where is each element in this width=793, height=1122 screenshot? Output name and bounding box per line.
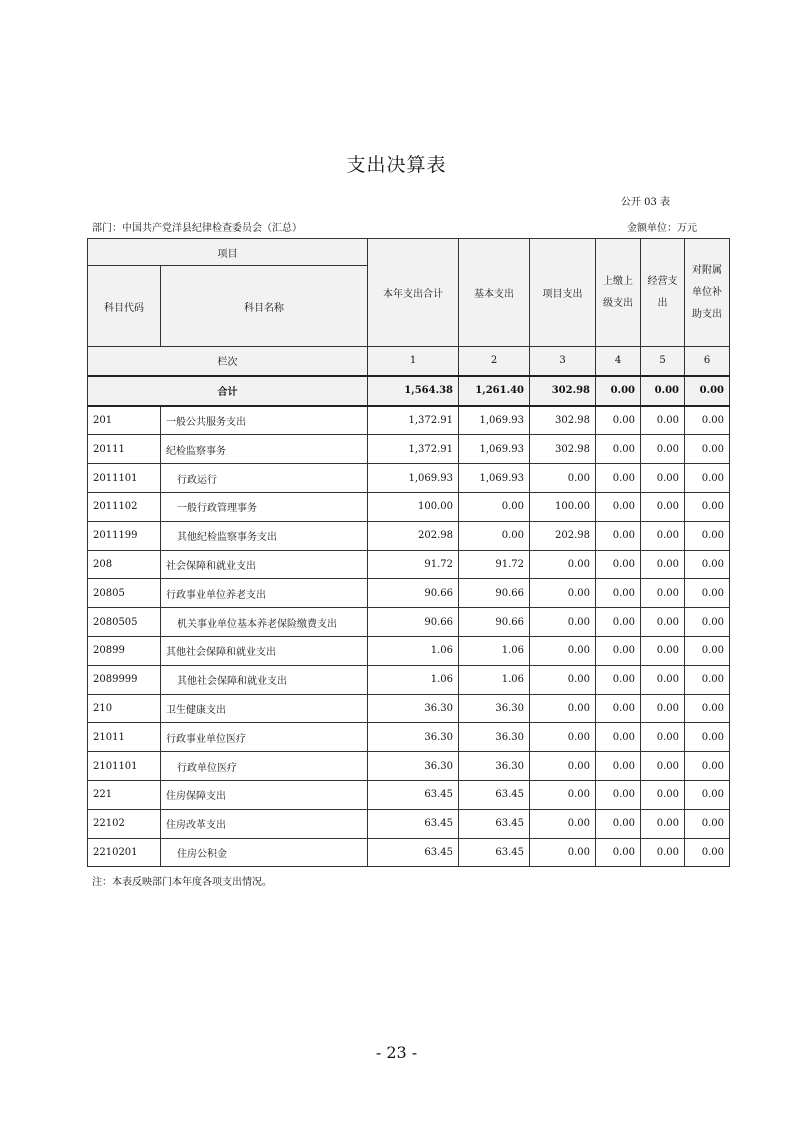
value-col-3: 0.00 bbox=[530, 636, 596, 665]
expenditure-table bbox=[87, 238, 730, 867]
table-row bbox=[88, 579, 730, 608]
value-col-2: 1.06 bbox=[459, 665, 530, 694]
value-col-1: 1.06 bbox=[368, 665, 459, 694]
value-col-1: 36.30 bbox=[368, 694, 459, 723]
value-col-3: 302.98 bbox=[530, 435, 596, 464]
value-col-5: 0.00 bbox=[641, 579, 685, 608]
subject-name: 卫生健康支出 bbox=[161, 694, 368, 723]
value-col-5: 0.00 bbox=[641, 550, 685, 579]
value-col-4: 0.00 bbox=[596, 636, 641, 665]
value-col-1: 100.00 bbox=[368, 492, 459, 521]
table-row bbox=[88, 492, 730, 521]
subject-code: 2011102 bbox=[88, 492, 161, 521]
value-col-6: 0.00 bbox=[685, 608, 730, 637]
header-project-expenditure: 项目支出 bbox=[530, 239, 596, 347]
value-col-1: 1,069.93 bbox=[368, 464, 459, 493]
value-col-4: 0.00 bbox=[596, 665, 641, 694]
column-number-3: 3 bbox=[530, 347, 596, 376]
subject-code: 208 bbox=[88, 550, 161, 579]
value-col-6: 0.00 bbox=[685, 636, 730, 665]
value-col-4: 0.00 bbox=[596, 435, 641, 464]
value-col-1: 91.72 bbox=[368, 550, 459, 579]
table-row bbox=[88, 521, 730, 550]
value-col-3: 302.98 bbox=[530, 406, 596, 435]
subject-name: 住房公积金 bbox=[161, 838, 368, 867]
value-col-4: 0.00 bbox=[596, 608, 641, 637]
value-col-6: 0.00 bbox=[685, 780, 730, 809]
subject-name: 行政事业单位养老支出 bbox=[161, 579, 368, 608]
subject-name: 一般行政管理事务 bbox=[161, 492, 368, 521]
total-label: 合计 bbox=[88, 376, 368, 406]
value-col-4: 0.00 bbox=[596, 492, 641, 521]
value-col-4: 0.00 bbox=[596, 550, 641, 579]
value-col-6: 0.00 bbox=[685, 435, 730, 464]
amount-unit-label: 金额单位：万元 bbox=[627, 223, 697, 234]
table-row bbox=[88, 780, 730, 809]
subject-name: 其他纪检监察事务支出 bbox=[161, 521, 368, 550]
column-number-6: 6 bbox=[685, 347, 730, 376]
header-business-expenditure: 经营支出 bbox=[641, 239, 685, 347]
total-value-4: 0.00 bbox=[596, 376, 641, 406]
subject-code: 2101101 bbox=[88, 752, 161, 781]
total-row bbox=[88, 376, 730, 406]
total-value-3: 302.98 bbox=[530, 376, 596, 406]
value-col-5: 0.00 bbox=[641, 636, 685, 665]
value-col-6: 0.00 bbox=[685, 550, 730, 579]
value-col-3: 0.00 bbox=[530, 723, 596, 752]
value-col-5: 0.00 bbox=[641, 464, 685, 493]
header-subsidiary-subsidy: 对附属单位补助支出 bbox=[685, 239, 730, 347]
value-col-5: 0.00 bbox=[641, 406, 685, 435]
value-col-1: 36.30 bbox=[368, 752, 459, 781]
subject-name: 住房保障支出 bbox=[161, 780, 368, 809]
value-col-6: 0.00 bbox=[685, 838, 730, 867]
value-col-4: 0.00 bbox=[596, 406, 641, 435]
value-col-5: 0.00 bbox=[641, 492, 685, 521]
header-row-1 bbox=[88, 239, 730, 266]
value-col-5: 0.00 bbox=[641, 665, 685, 694]
value-col-2: 1,069.93 bbox=[459, 464, 530, 493]
header-basic-expenditure: 基本支出 bbox=[459, 239, 530, 347]
value-col-5: 0.00 bbox=[641, 608, 685, 637]
subject-name: 社会保障和就业支出 bbox=[161, 550, 368, 579]
value-col-2: 90.66 bbox=[459, 579, 530, 608]
value-col-3: 0.00 bbox=[530, 694, 596, 723]
value-col-6: 0.00 bbox=[685, 579, 730, 608]
value-col-6: 0.00 bbox=[685, 464, 730, 493]
value-col-2: 0.00 bbox=[459, 492, 530, 521]
value-col-6: 0.00 bbox=[685, 723, 730, 752]
value-col-6: 0.00 bbox=[685, 406, 730, 435]
value-col-5: 0.00 bbox=[641, 752, 685, 781]
column-number-1: 1 bbox=[368, 347, 459, 376]
value-col-4: 0.00 bbox=[596, 780, 641, 809]
total-value-2: 1,261.40 bbox=[459, 376, 530, 406]
table-row bbox=[88, 435, 730, 464]
value-col-5: 0.00 bbox=[641, 435, 685, 464]
subject-name: 行政运行 bbox=[161, 464, 368, 493]
value-col-4: 0.00 bbox=[596, 521, 641, 550]
value-col-1: 90.66 bbox=[368, 579, 459, 608]
table-row bbox=[88, 723, 730, 752]
subject-code: 20111 bbox=[88, 435, 161, 464]
value-col-2: 1.06 bbox=[459, 636, 530, 665]
value-col-3: 0.00 bbox=[530, 752, 596, 781]
value-col-2: 91.72 bbox=[459, 550, 530, 579]
subject-code: 2089999 bbox=[88, 665, 161, 694]
subject-name: 其他社会保障和就业支出 bbox=[161, 636, 368, 665]
table-row bbox=[88, 406, 730, 435]
value-col-4: 0.00 bbox=[596, 723, 641, 752]
column-number-5: 5 bbox=[641, 347, 685, 376]
value-col-5: 0.00 bbox=[641, 809, 685, 838]
header-project: 项目 bbox=[88, 239, 368, 266]
value-col-6: 0.00 bbox=[685, 694, 730, 723]
value-col-4: 0.00 bbox=[596, 694, 641, 723]
value-col-1: 1,372.91 bbox=[368, 435, 459, 464]
value-col-5: 0.00 bbox=[641, 521, 685, 550]
total-value-5: 0.00 bbox=[641, 376, 685, 406]
value-col-2: 1,069.93 bbox=[459, 435, 530, 464]
value-col-3: 0.00 bbox=[530, 780, 596, 809]
value-col-3: 0.00 bbox=[530, 838, 596, 867]
header-total-expenditure: 本年支出合计 bbox=[368, 239, 459, 347]
header-subject-name: 科目名称 bbox=[161, 266, 368, 347]
table-row bbox=[88, 636, 730, 665]
subject-code: 221 bbox=[88, 780, 161, 809]
value-col-1: 1.06 bbox=[368, 636, 459, 665]
subject-code: 2011199 bbox=[88, 521, 161, 550]
value-col-3: 0.00 bbox=[530, 579, 596, 608]
total-value-6: 0.00 bbox=[685, 376, 730, 406]
subject-code: 20899 bbox=[88, 636, 161, 665]
table-row bbox=[88, 608, 730, 637]
subject-name: 纪检监察事务 bbox=[161, 435, 368, 464]
value-col-4: 0.00 bbox=[596, 809, 641, 838]
subject-code: 210 bbox=[88, 694, 161, 723]
subject-code: 201 bbox=[88, 406, 161, 435]
header-remit-upper: 上缴上级支出 bbox=[596, 239, 641, 347]
value-col-2: 36.30 bbox=[459, 752, 530, 781]
table-row bbox=[88, 694, 730, 723]
column-number-row bbox=[88, 347, 730, 376]
value-col-1: 63.45 bbox=[368, 809, 459, 838]
page-number: - 23 - bbox=[375, 1043, 418, 1062]
value-col-5: 0.00 bbox=[641, 780, 685, 809]
subject-code: 21011 bbox=[88, 723, 161, 752]
value-col-6: 0.00 bbox=[685, 752, 730, 781]
value-col-3: 0.00 bbox=[530, 550, 596, 579]
table-note: 注：本表反映部门本年度各项支出情况。 bbox=[92, 877, 272, 888]
value-col-4: 0.00 bbox=[596, 464, 641, 493]
value-col-6: 0.00 bbox=[685, 665, 730, 694]
value-col-2: 63.45 bbox=[459, 838, 530, 867]
subject-code: 2210201 bbox=[88, 838, 161, 867]
value-col-3: 0.00 bbox=[530, 464, 596, 493]
value-col-1: 63.45 bbox=[368, 838, 459, 867]
value-col-6: 0.00 bbox=[685, 521, 730, 550]
value-col-3: 0.00 bbox=[530, 608, 596, 637]
value-col-6: 0.00 bbox=[685, 809, 730, 838]
value-col-2: 0.00 bbox=[459, 521, 530, 550]
value-col-5: 0.00 bbox=[641, 838, 685, 867]
subject-name: 行政事业单位医疗 bbox=[161, 723, 368, 752]
table-row bbox=[88, 550, 730, 579]
value-col-3: 202.98 bbox=[530, 521, 596, 550]
value-col-2: 1,069.93 bbox=[459, 406, 530, 435]
value-col-5: 0.00 bbox=[641, 694, 685, 723]
value-col-2: 63.45 bbox=[459, 780, 530, 809]
value-col-2: 90.66 bbox=[459, 608, 530, 637]
subject-code: 20805 bbox=[88, 579, 161, 608]
subject-name: 住房改革支出 bbox=[161, 809, 368, 838]
value-col-5: 0.00 bbox=[641, 723, 685, 752]
subject-code: 2080505 bbox=[88, 608, 161, 637]
subject-code: 22102 bbox=[88, 809, 161, 838]
value-col-3: 100.00 bbox=[530, 492, 596, 521]
subject-code: 2011101 bbox=[88, 464, 161, 493]
value-col-2: 63.45 bbox=[459, 809, 530, 838]
subject-name: 机关事业单位基本养老保险缴费支出 bbox=[161, 608, 368, 637]
value-col-1: 63.45 bbox=[368, 780, 459, 809]
table-row bbox=[88, 838, 730, 867]
column-number-2: 2 bbox=[459, 347, 530, 376]
value-col-1: 1,372.91 bbox=[368, 406, 459, 435]
subject-name: 行政单位医疗 bbox=[161, 752, 368, 781]
page-title: 支出决算表 bbox=[346, 154, 447, 176]
column-number-4: 4 bbox=[596, 347, 641, 376]
subject-name: 一般公共服务支出 bbox=[161, 406, 368, 435]
total-value-1: 1,564.38 bbox=[368, 376, 459, 406]
subject-name: 其他社会保障和就业支出 bbox=[161, 665, 368, 694]
table-row bbox=[88, 809, 730, 838]
value-col-1: 36.30 bbox=[368, 723, 459, 752]
value-col-1: 202.98 bbox=[368, 521, 459, 550]
table-row bbox=[88, 752, 730, 781]
value-col-2: 36.30 bbox=[459, 723, 530, 752]
value-col-1: 90.66 bbox=[368, 608, 459, 637]
header-subject-code: 科目代码 bbox=[88, 266, 161, 347]
table-row bbox=[88, 665, 730, 694]
header-lanci: 栏次 bbox=[88, 347, 368, 376]
value-col-2: 36.30 bbox=[459, 694, 530, 723]
table-row bbox=[88, 464, 730, 493]
value-col-6: 0.00 bbox=[685, 492, 730, 521]
value-col-4: 0.00 bbox=[596, 838, 641, 867]
value-col-4: 0.00 bbox=[596, 579, 641, 608]
value-col-3: 0.00 bbox=[530, 809, 596, 838]
form-number: 公开 03 表 bbox=[620, 197, 670, 208]
value-col-3: 0.00 bbox=[530, 665, 596, 694]
department-label: 部门：中国共产党洋县纪律检查委员会（汇总） bbox=[92, 223, 302, 234]
value-col-4: 0.00 bbox=[596, 752, 641, 781]
